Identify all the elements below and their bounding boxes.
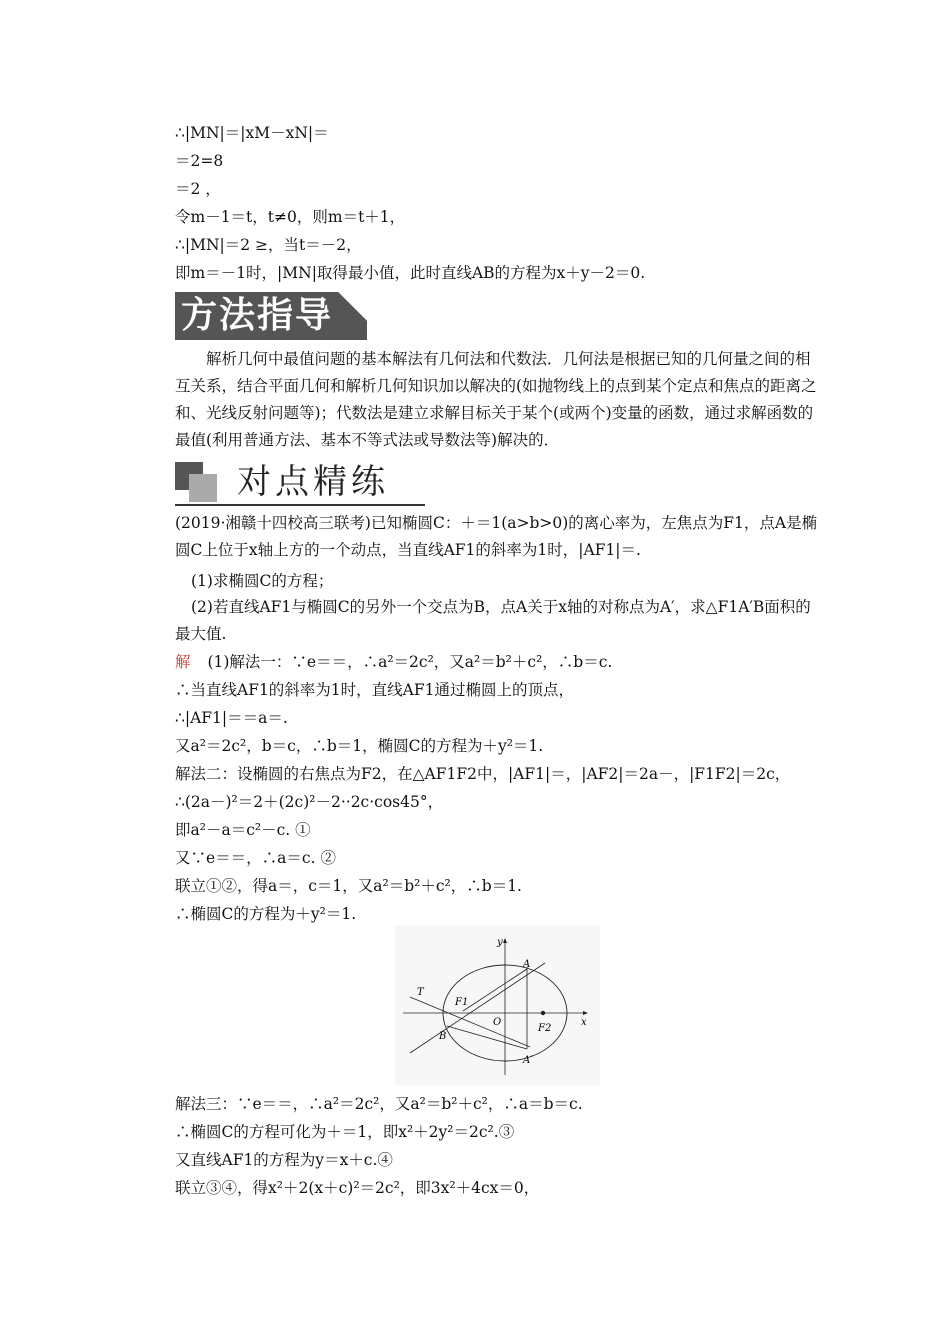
practice-banner bbox=[175, 460, 425, 508]
label-A: A bbox=[523, 959, 531, 970]
question-2: (2)若直线AF1与椭圆C的另外一个交点为B，点A关于x轴的对称点为A′，求△F1A′B面积的最大值. bbox=[175, 598, 811, 643]
practice-banner-title: 对点精练 bbox=[237, 462, 389, 502]
method-banner bbox=[175, 292, 367, 340]
solution-line: 又直线AF1的方程为y＝x＋c.④ bbox=[175, 1151, 393, 1169]
solution-line: ∴当直线AF1的斜率为1时，直线AF1通过椭圆上的顶点， bbox=[175, 681, 574, 699]
solution-label: 解 bbox=[175, 653, 191, 671]
solution-line: 又∵e＝＝，∴a＝c. ② bbox=[175, 849, 336, 867]
solution-line: 联立①②，得a＝，c＝1，又a²＝b²＋c²，∴b＝1. bbox=[175, 877, 522, 895]
label-F2: F2 bbox=[538, 1023, 552, 1034]
label-F1: F1 bbox=[455, 997, 469, 1008]
solution-line: (1)解法一：∵e＝＝，∴a²＝2c²，又a²＝b²＋c²，∴b＝c. bbox=[207, 653, 613, 671]
problem-statement: (2019·湘赣十四校高三联考)已知椭圆C：＋＝1(a>b>0)的离心率为，左焦点为F1，点A是椭圆C上位于x轴上方的一个动点，当直线AF1的斜率为1时，|AF1|＝. bbox=[175, 514, 818, 559]
text-line: ∴|MN|＝|xM－xN|＝ bbox=[175, 124, 329, 142]
solution-line: ∴椭圆C的方程为＋y²＝1. bbox=[175, 905, 357, 923]
label-x: x bbox=[581, 1017, 587, 1028]
text-line: 即m＝－1时，|MN|取得最小值，此时直线AB的方程为x＋y－2＝0. bbox=[175, 264, 646, 282]
text-line: ＝2=8 bbox=[175, 152, 224, 170]
solution-line: 解法三：∵e＝＝，∴a²＝2c²，又a²＝b²＋c²，∴a＝b＝c. bbox=[175, 1095, 583, 1113]
solution-first-line bbox=[175, 651, 612, 673]
point-F2 bbox=[541, 1011, 545, 1015]
label-T: T bbox=[417, 987, 424, 998]
label-y: y bbox=[497, 937, 503, 948]
text-line: ＝2 ， bbox=[175, 180, 221, 198]
text-line: ∴|MN|＝2 ≥，当t＝－2， bbox=[175, 236, 362, 254]
solution-line: ∴椭圆C的方程可化为＋＝1，即x²＋2y²＝2c².③ bbox=[175, 1123, 515, 1141]
ellipse-figure bbox=[395, 925, 600, 1085]
label-B: B bbox=[439, 1031, 447, 1042]
solution-line: ∴(2a－)²＝2＋(2c)²－2··2c·cos45°， bbox=[175, 793, 444, 811]
solution-line: 即a²－a＝c²－c. ① bbox=[175, 821, 311, 839]
method-paragraph: 解析几何中最值问题的基本解法有几何法和代数法．几何法是根据已知的几何量之间的相互关系，结合平面几何和解析几何知识加以解决的(如抛物线上的点到某个定点和焦点的距离之和、光线反射问题等)；代数法是建立求解目标关于某个(或两个)变量的函数，通过求解函数的最值(利用普通方法、基本不等式法或导数法等)解决的． bbox=[175, 350, 817, 449]
solution-line: 又a²＝2c²，b＝c，∴b＝1，椭圆C的方程为＋y²＝1. bbox=[175, 737, 544, 755]
solution-line: 联立③④，得x²＋2(x＋c)²＝2c²，即3x²＋4cx＝0， bbox=[175, 1179, 540, 1197]
text-line: 令m－1＝t，t≠0，则m＝t＋1， bbox=[175, 208, 406, 226]
label-A-prime: A′ bbox=[523, 1055, 533, 1066]
method-banner-title: 方法指导 bbox=[181, 295, 334, 336]
label-O: O bbox=[493, 1017, 502, 1028]
banner-square-light bbox=[189, 474, 217, 502]
solution-line: 解法二：设椭圆的右焦点为F2，在△AF1F2中，|AF1|＝，|AF2|＝2a－，|F1F2|＝2c， bbox=[175, 765, 791, 783]
question-1: (1)求椭圆C的方程； bbox=[191, 572, 334, 590]
banner-rule bbox=[175, 504, 425, 506]
solution-line: ∴|AF1|＝＝a＝. bbox=[175, 709, 288, 727]
